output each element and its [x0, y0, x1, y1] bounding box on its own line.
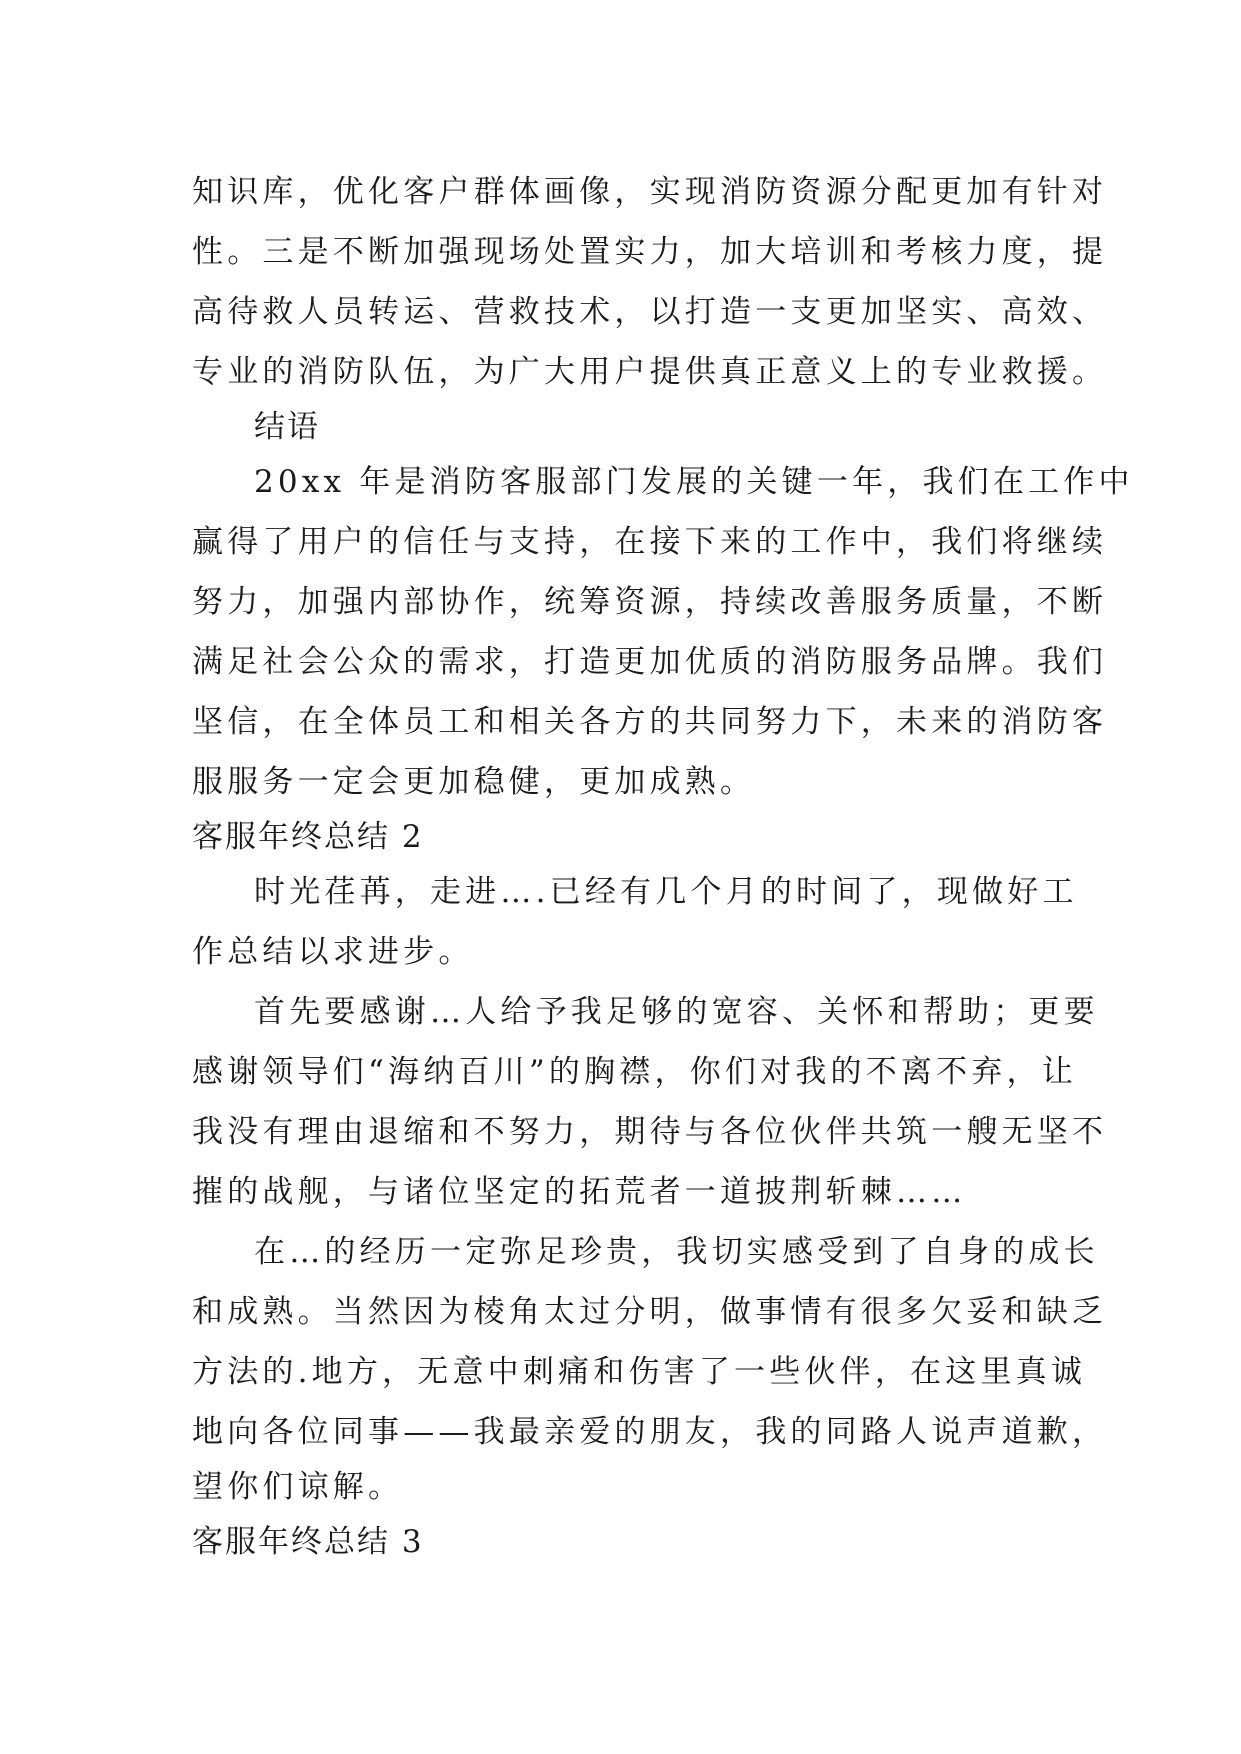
paragraph-line: 首先要感谢…人给予我足够的宽容、关怀和帮助；更要 [254, 994, 1099, 1030]
paragraph-line: 方法的.地方，无意中刺痛和伤害了一些伙伴，在这里真诚 [192, 1354, 1087, 1390]
paragraph-line: 望你们谅解。 [192, 1469, 404, 1505]
paragraph-line: 专业的消防队伍，为广大用户提供真正意义上的专业救援。 [192, 354, 1108, 390]
paragraph-line: 坚信，在全体员工和相关各方的共同努力下，未来的消防客 [192, 704, 1108, 740]
paragraph-line: 服服务一定会更加稳健，更加成熟。 [192, 764, 756, 800]
section-heading-conclusion: 结语 [254, 409, 320, 445]
paragraph-line: 性。三是不断加强现场处置实力，加大培训和考核力度，提 [192, 234, 1108, 270]
paragraph-line: 感谢领导们“海纳百川”的胸襟，你们对我的不离不弃，让 [192, 1054, 1077, 1090]
paragraph-line: 高待救人员转运、营救技术，以打造一支更加坚实、高效、 [192, 294, 1108, 330]
section-title-summary-3: 客服年终总结 3 [192, 1524, 424, 1560]
paragraph-line: 作总结以求进步。 [192, 934, 474, 970]
paragraph-line: 时光荏苒，走进….已经有几个月的时间了，现做好工 [254, 874, 1078, 910]
paragraph-line: 我没有理由退缩和不努力，期待与各位伙伴共筑一艘无坚不 [192, 1114, 1108, 1150]
paragraph-line: 在…的经历一定弥足珍贵，我切实感受到了自身的成长 [254, 1234, 1099, 1270]
paragraph-line: 摧的战舰，与诸位坚定的拓荒者一道披荆斩棘…… [192, 1174, 967, 1210]
paragraph-line: 知识库，优化客户群体画像，实现消防资源分配更加有针对 [192, 174, 1108, 210]
paragraph-line: 和成熟。当然因为棱角太过分明，做事情有很多欠妥和缺乏 [192, 1294, 1108, 1330]
paragraph-line: 赢得了用户的信任与支持，在接下来的工作中，我们将继续 [192, 524, 1108, 560]
paragraph-line: 努力，加强内部协作，统筹资源，持续改善服务质量，不断 [192, 584, 1108, 620]
paragraph-line: 满足社会公众的需求，打造更加优质的消防服务品牌。我们 [192, 644, 1108, 680]
paragraph-line: 20xx 年是消防客服部门发展的关键一年，我们在工作中 [254, 464, 1134, 500]
section-title-summary-2: 客服年终总结 2 [192, 819, 424, 855]
paragraph-line: 地向各位同事——我最亲爱的朋友，我的同路人说声道歉， [192, 1414, 1108, 1450]
